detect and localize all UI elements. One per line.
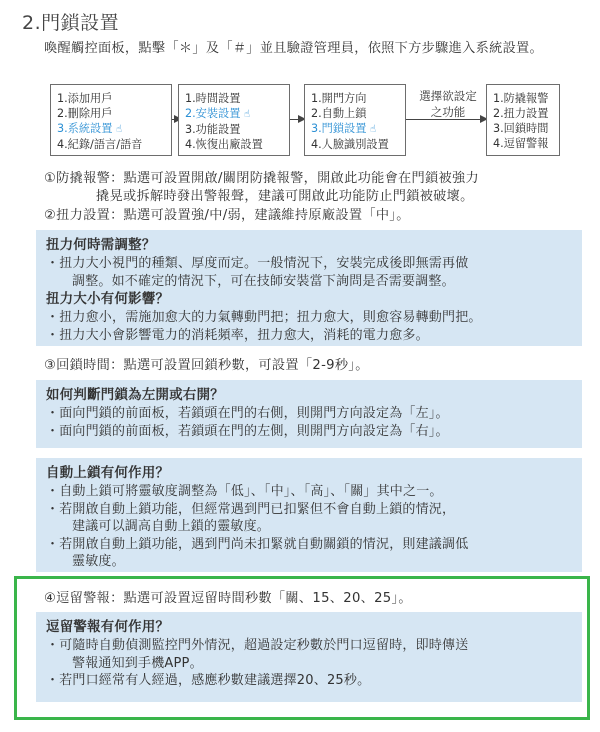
flow-item-highlight: 2.安裝設置 ☝ xyxy=(185,107,251,120)
flow-item-highlight: 3.系統設置 ☝ xyxy=(57,122,123,135)
flow-item: 3.回鎖時間 xyxy=(493,122,549,135)
flow-box-install-settings xyxy=(304,84,406,156)
tap-hand-icon: ☝ xyxy=(370,124,377,135)
flow-item: 1.防撬報警 xyxy=(493,92,549,105)
faq-answer: ・若開啟自動上鎖功能，但經常遇到門已扣緊但不會自動上鎖的情況， 建議可以調高自動上鎖的靈敏度。 xyxy=(46,501,456,534)
faq-answer: ・扭力愈小，需施加愈大的力氣轉動門把；扭力愈大，則愈容易轉動門把。 xyxy=(46,310,482,325)
intro-text: 喚醒觸控面板，點擊「＊」及「＃」並且驗證管理員，依照下方步驟進入系統設置。 xyxy=(44,41,544,56)
flow-item: 1.開門方向 xyxy=(311,92,367,105)
flow-item: 3.功能設置 xyxy=(185,123,241,136)
flow-item: 2.自動上鎖 xyxy=(311,107,367,120)
flow-item: 4.逗留警報 xyxy=(493,137,549,150)
flow-item: 2.刪除用戶 xyxy=(57,107,113,120)
faq-linger-alarm xyxy=(36,612,582,702)
faq-question: 扭力何時需調整？ xyxy=(46,238,156,253)
faq-answer: ・面向門鎖的前面板，若鎖頭在門的右側，則開門方向設定為「左」。 xyxy=(46,406,449,421)
faq-answer: ・若門口經常有人經過，感應秒數建議選擇20、25秒。 xyxy=(46,673,371,688)
faq-answer: ・扭力大小視門的種類、厚度而定。一般情況下，安裝完成後即無需再做 調整。如不確定的情況下，可在技師安裝當下詢問是否需要調整。 xyxy=(46,256,469,289)
flow-item: 1.添加用戶 xyxy=(57,92,113,105)
faq-question: 自動上鎖有何作用？ xyxy=(46,466,170,481)
faq-door-direction xyxy=(36,380,582,448)
faq-answer: ・可隨時自動偵測監控門外情況，超過設定秒數於門口逗留時，即時傳送 警報通知到手機APP。 xyxy=(46,638,469,671)
faq-auto-lock xyxy=(36,458,582,572)
tap-hand-icon: ☝ xyxy=(116,124,123,135)
item-tamper-alarm: ①防撬報警：點選可設置開啟/關閉防撬報警，開啟此功能會在門鎖被強力 撬晃或拆解時發出警報聲，建議可開啟此功能防止門鎖被破壞。 xyxy=(44,171,479,204)
faq-question: 逗留警報有何作用？ xyxy=(46,620,170,635)
flow-item: 4.紀錄/語言/語音 xyxy=(57,138,143,151)
flow-item: 4.人臉識別設置 xyxy=(311,138,389,151)
flow-note: 選擇欲設定之功能 xyxy=(419,89,477,119)
faq-answer: ・若開啟自動上鎖功能，遇到門尚未扣緊就自動關鎖的情況，則建議調低 靈敏度。 xyxy=(46,536,469,569)
flow-item: 2.扭力設置 xyxy=(493,107,549,120)
flow-box-lock-settings xyxy=(486,84,560,156)
item-linger-alarm: ④逗留警報：點選可設置逗留時間秒數「關、15、20、25」。 xyxy=(44,591,412,606)
faq-torque xyxy=(36,230,582,346)
section-title: 2.門鎖設置 xyxy=(22,12,120,34)
faq-answer: ・扭力大小會影響電力的消耗頻率，扭力愈大，消耗的電力愈多。 xyxy=(46,327,429,343)
flow-item: 4.恢復出廠設置 xyxy=(185,138,263,151)
setup-flow-diagram xyxy=(0,0,600,170)
item-relock-time: ③回鎖時間：點選可設置回鎖秒數，可設置「2-9秒」。 xyxy=(44,358,369,373)
faq-answer: ・面向門鎖的前面板，若鎖頭在門的左側，則開門方向設定為「右」。 xyxy=(46,423,449,439)
flow-box-system-settings xyxy=(178,84,290,156)
faq-question: 扭力大小有何影響？ xyxy=(46,292,170,307)
faq-answer: ・自動上鎖可將靈敏度調整為「低」、「中」、「高」、「關」其中之一。 xyxy=(46,484,443,499)
tap-hand-icon: ☝ xyxy=(244,109,251,120)
flow-arrow xyxy=(290,119,304,120)
faq-question: 如何判斷門鎖為左開或右開？ xyxy=(46,388,224,403)
item-torque: ②扭力設置：點選可設置強/中/弱，建議維持原廠設置「中」。 xyxy=(44,208,410,223)
flow-item: 1.時間設置 xyxy=(185,92,241,105)
flow-box-main-menu xyxy=(50,84,172,156)
flow-item-highlight: 3.門鎖設置 ☝ xyxy=(311,122,377,135)
